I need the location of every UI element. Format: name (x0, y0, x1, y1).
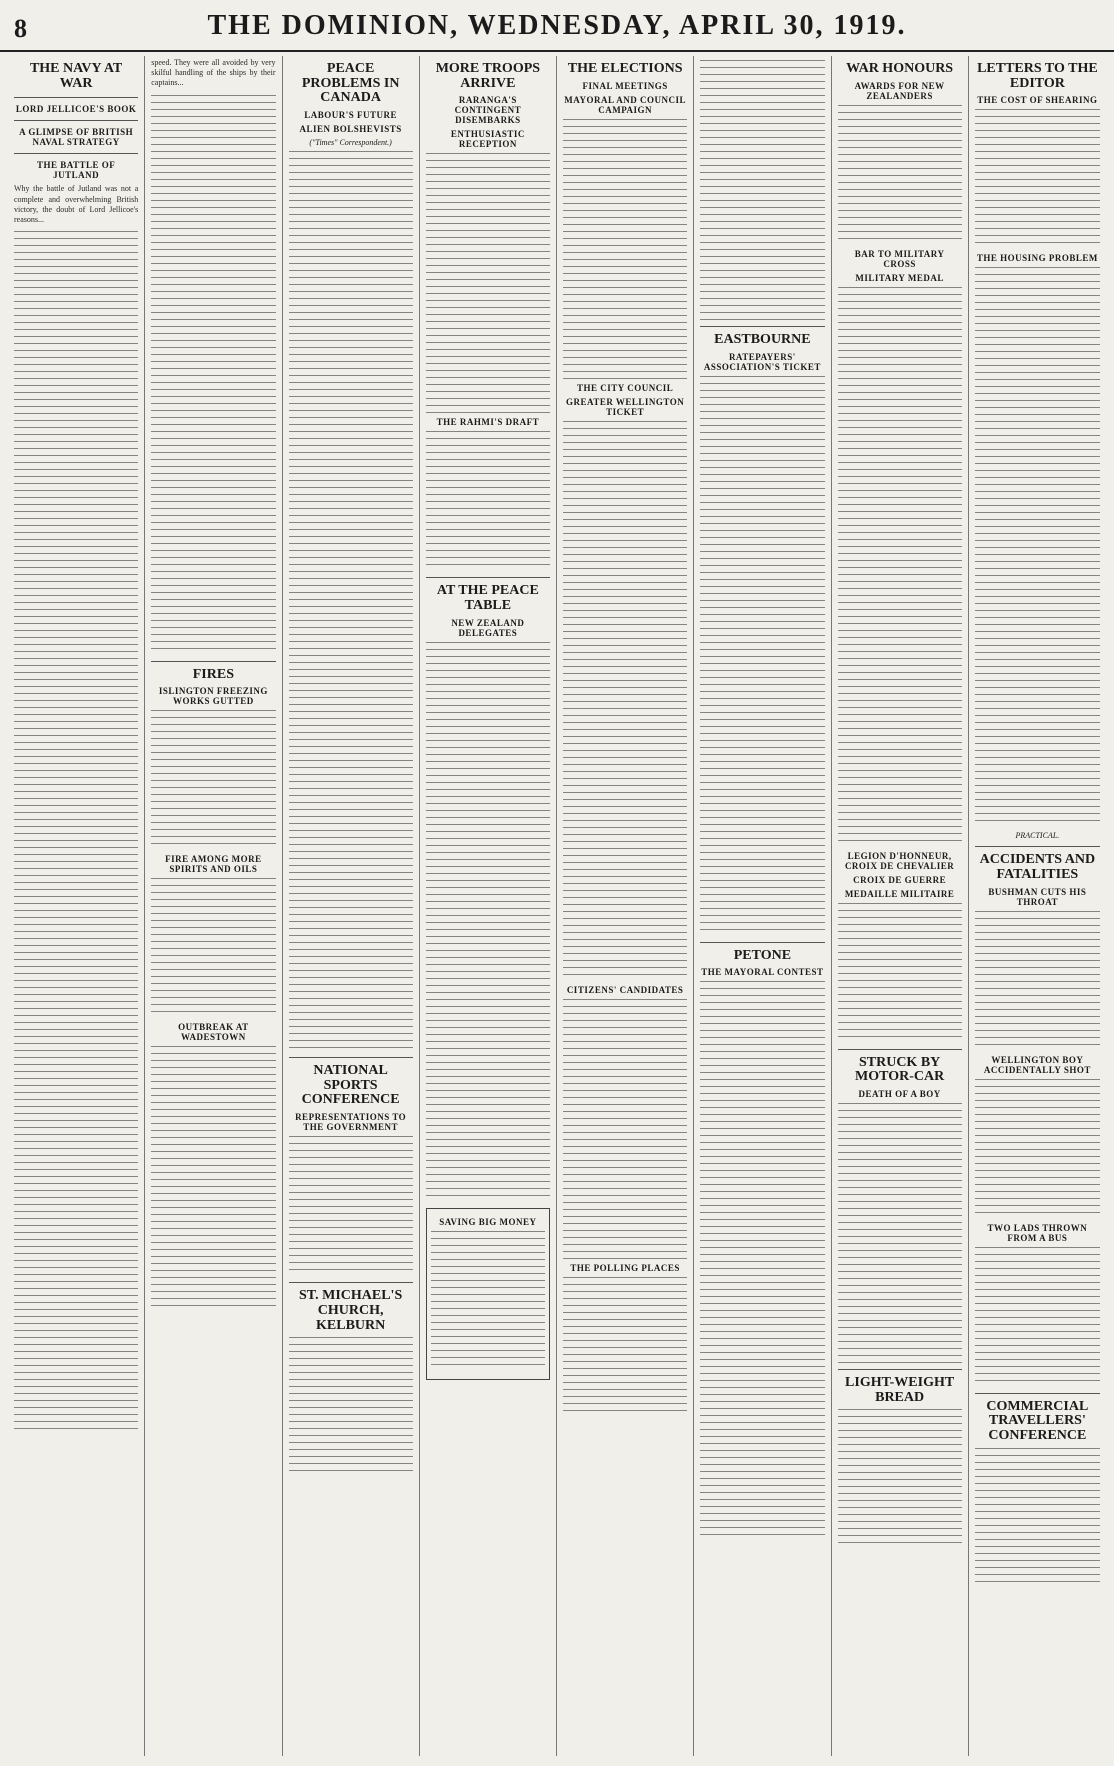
deck-death-boy: DEATH OF A BOY (858, 1089, 941, 1100)
headline-troops-arrive: MORE TROOPS ARRIVE (435, 61, 541, 91)
article-body (700, 981, 824, 1541)
deck-fire-spirits: FIRE AMONG MORE SPIRITS AND OILS (165, 854, 262, 875)
deck-final-meetings: FINAL MEETINGS (582, 80, 668, 91)
article-body (426, 431, 550, 571)
deck-battle-jutland: THE BATTLE OF JUTLAND (36, 160, 116, 181)
article-snippet: speed. They were all avoided by very skilful handling of the ships by their captains... (151, 58, 276, 88)
page-number: 8 (14, 14, 27, 43)
article-snippet: Why the battle of Jutland was not a complete and overwhelming British victory, the doubt of Lord Jellicoe's reasons... (14, 184, 139, 225)
article-body (975, 911, 1100, 1051)
article-body (151, 710, 275, 850)
article-body (151, 878, 275, 1018)
deck-ratepayers: RATEPAYERS' ASSOCIATION'S TICKET (703, 351, 821, 372)
headline-accidents: ACCIDENTS AND FATALITIES (979, 852, 1096, 883)
deck-islington: ISLINGTON FREEZING WORKS GUTTED (158, 686, 268, 707)
ad-heading: SAVING BIG MONEY (439, 1216, 537, 1227)
article-body (700, 60, 824, 320)
byline: ("Times" Correspondent.) (309, 138, 392, 148)
article-body (151, 1046, 275, 1306)
headline-elections: THE ELECTIONS (567, 61, 683, 76)
headline-st-michaels: ST. MICHAEL'S CHURCH, KELBURN (299, 1288, 403, 1333)
article-body (563, 119, 687, 379)
headline-peace-canada: PEACE PROBLEMS IN CANADA (301, 61, 400, 106)
deck-representations: REPRESENTATIONS TO THE GOVERNMENT (295, 1112, 407, 1133)
paper-title: THE DOMINION, WEDNESDAY, APRIL 30, 1919. (207, 10, 907, 41)
headline-sports-conference: NATIONAL SPORTS CONFERENCE (301, 1063, 400, 1108)
deck-citizens: CITIZENS' CANDIDATES (566, 984, 684, 995)
article-body (838, 903, 962, 1043)
letter-signoff: PRACTICAL. (1015, 831, 1060, 841)
article-body (289, 1136, 413, 1276)
deck-lads-bus: TWO LADS THROWN FROM A BUS (987, 1222, 1088, 1243)
deck-naval-strategy: A GLIMPSE OF BRITISH NAVAL STRATEGY (19, 127, 134, 148)
deck-nz-delegates: NEW ZEALAND DELEGATES (451, 617, 525, 638)
column-1 (8, 56, 145, 1756)
article-body (838, 105, 962, 245)
masthead (0, 0, 1114, 52)
deck-alien: ALIEN BOLSHEVISTS (299, 124, 402, 135)
headline-war-honours: WAR HONOURS (846, 61, 954, 76)
deck-jellicoe-book: LORD JELLICOE'S BOOK (15, 104, 137, 115)
headline-bread: LIGHT-WEIGHT BREAD (845, 1375, 955, 1405)
article-body (14, 231, 138, 1431)
article-body (838, 1409, 962, 1549)
deck-awards: AWARDS FOR NEW ZEALANDERS (854, 80, 945, 101)
deck-housing: THE HOUSING PROBLEM (976, 253, 1098, 264)
article-body (975, 1247, 1100, 1387)
headline-letters: LETTERS TO THE EDITOR (977, 61, 1098, 91)
article-body (151, 95, 275, 655)
article-body (426, 153, 550, 413)
deck-military-medal: MILITARY MEDAL (855, 272, 944, 283)
article-body (975, 109, 1100, 249)
article-body (838, 287, 962, 847)
deck-wadestown: OUTBREAK AT WADESTOWN (178, 1022, 249, 1043)
article-body (838, 1103, 962, 1363)
headline-motor-car: STRUCK BY MOTOR-CAR (855, 1054, 945, 1085)
headline-peace-table: AT THE PEACE TABLE (436, 583, 539, 614)
column-2 (145, 56, 282, 1756)
deck-bushman: BUSHMAN CUTS HIS THROAT (988, 886, 1087, 907)
deck-medaille: MEDAILLE MILITAIRE (844, 888, 955, 899)
column-5 (557, 56, 694, 1756)
deck-greater-wellington: GREATER WELLINGTON TICKET (565, 396, 685, 417)
headline-petone: PETONE (733, 947, 792, 963)
ad-body (431, 1231, 545, 1371)
deck-croix: CROIX DE GUERRE (853, 874, 947, 885)
article-body (563, 1277, 687, 1417)
deck-reception: ENTHUSIASTIC RECEPTION (450, 129, 525, 150)
deck-shearing: THE COST OF SHEARING (977, 95, 1098, 106)
headline-commercial-travellers: COMMERCIAL TRAVELLERS' CONFERENCE (986, 1398, 1089, 1444)
article-columns (8, 56, 1106, 1756)
column-8 (969, 56, 1106, 1756)
headline-eastbourne: EASTBOURNE (714, 332, 811, 347)
article-body (563, 421, 687, 981)
deck-rahmi: THE RAHMI'S DRAFT (436, 417, 540, 428)
deck-mayoral: MAYORAL AND COUNCIL CAMPAIGN (564, 94, 686, 115)
column-3 (283, 56, 420, 1756)
deck-military-cross: BAR TO MILITARY CROSS (854, 248, 945, 269)
article-body (563, 999, 687, 1259)
article-body (975, 1448, 1100, 1588)
deck-city-council: THE CITY COUNCIL (577, 382, 674, 393)
headline-fires: FIRES (192, 666, 234, 682)
column-7 (832, 56, 969, 1756)
article-body (289, 151, 413, 1051)
column-4 (420, 56, 557, 1756)
deck-legion: LEGION D'HONNEUR, CROIX DE CHEVALIER (844, 850, 955, 871)
article-body (700, 376, 824, 936)
deck-mayoral-contest: THE MAYORAL CONTEST (701, 967, 824, 978)
deck-boy-shot: WELLINGTON BOY ACCIDENTALLY SHOT (983, 1054, 1091, 1075)
article-body (426, 642, 550, 1202)
deck-labour: LABOUR'S FUTURE (304, 110, 397, 121)
deck-raranga: RARANGA'S CONTINGENT DISEMBARKS (454, 95, 522, 126)
advertisement-box (426, 1208, 550, 1380)
column-6 (694, 56, 831, 1756)
article-body (289, 1337, 413, 1477)
headline-navy-at-war: THE NAVY AT WAR (29, 61, 123, 91)
article-body (975, 267, 1100, 827)
article-body (975, 1079, 1100, 1219)
deck-polling-places: THE POLLING PLACES (570, 1262, 680, 1273)
